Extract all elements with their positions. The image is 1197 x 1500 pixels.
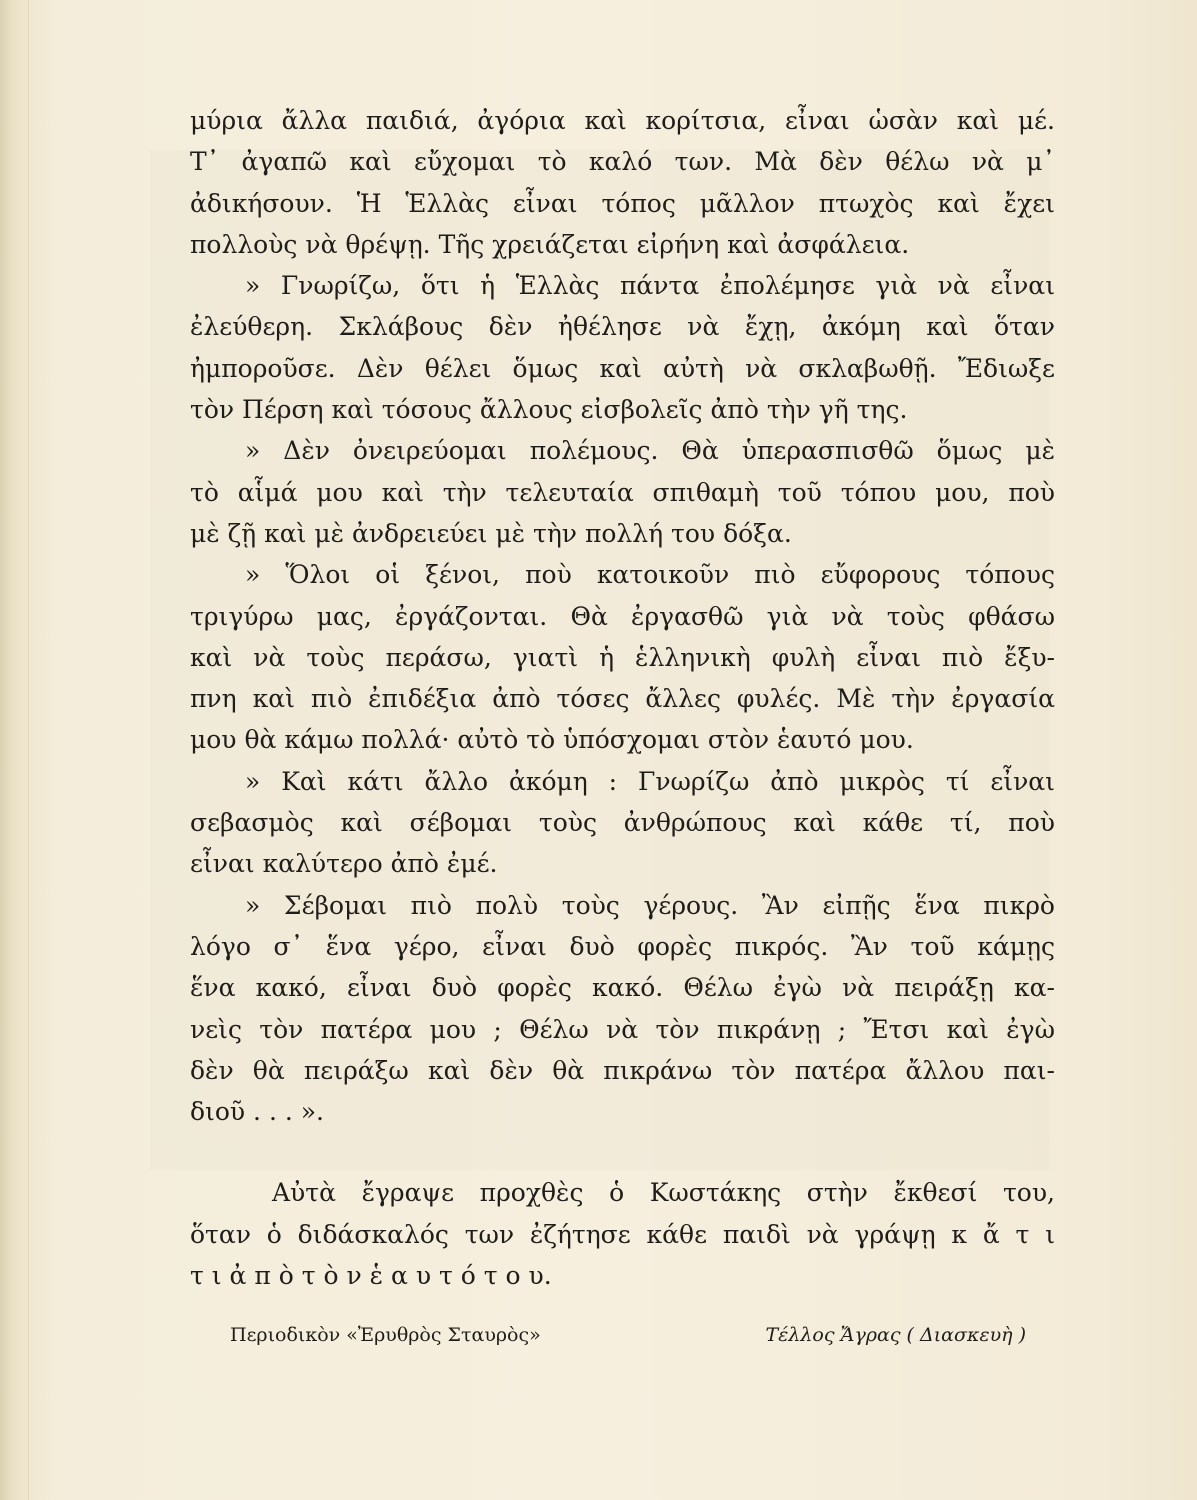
text-line-3: ἀδικήσουν. Ἡ Ἑλλὰς εἶναι τόπος μᾶλλον πτωχὸς καὶ ἔχει	[190, 188, 1055, 218]
page-spine-edge	[0, 0, 29, 1500]
text-line-2: Τ᾿ ἀγαπῶ καὶ εὔχομαι τὸ καλό των. Μὰ δὲν θέλω νὰ μ᾿	[190, 147, 1055, 177]
text-line-9: » Δὲν ὀνειρεύομαι πολέμους. Θὰ ὑπερασπισθῶ ὅμως μὲ	[245, 436, 1055, 466]
text-line-5: » Γνωρίζω, ὅτι ἡ Ἑλλὰς πάντα ἐπολέμησε γιὰ νὰ εἶναι	[245, 271, 1055, 301]
source-footer	[190, 1318, 1026, 1352]
text-line-7: ἠμποροῦσε. Δὲν θέλει ὅμως καὶ αὐτὴ νὰ σκλαβωθῇ. Ἔδιωξε	[190, 353, 1055, 383]
text-line-25: διοῦ . . . ».	[190, 1097, 324, 1127]
text-line-19: εἶναι καλύτερο ἀπὸ ἐμέ.	[190, 849, 498, 879]
text-line-14: καὶ νὰ τοὺς περάσω, γιατὶ ἡ ἑλληνικὴ φυλὴ εἶναι πιὸ ἔξυ-	[190, 642, 1055, 672]
text-line-26: Αὐτὰ ἔγραψε προχθὲς ὁ Κωστάκης στὴν ἔκθεσί του,	[272, 1178, 1055, 1208]
text-line-24: δὲν θὰ πειράξω καὶ δὲν θὰ πικράνω τὸν πατέρα ἄλλου παι-	[190, 1055, 1055, 1085]
text-line-6: ἐλεύθερη. Σκλάβους δὲν ἠθέλησε νὰ ἔχῃ, ἀκόμη καὶ ὅταν	[190, 312, 1055, 342]
paragraph-gap	[190, 1132, 1055, 1172]
text-line-10: τὸ αἷμά μου καὶ τὴν τελευταία σπιθαμὴ τοῦ τόπου μου, ποὺ	[190, 477, 1055, 507]
text-line-22: ἕνα κακό, εἶναι δυὸ φορὲς κακό. Θέλω ἐγὼ νὰ πειράξῃ κα-	[190, 973, 1055, 1003]
text-line-23: νεὶς τὸν πατέρα μου ; Θέλω νὰ τὸν πικράνῃ ; Ἔτσι καὶ ἐγὼ	[190, 1014, 1055, 1044]
text-line-28: τ ι ἀ π ὸ τ ὸ ν ἑ α υ τ ό τ ο υ.	[190, 1261, 552, 1291]
text-line-20: » Σέβομαι πιὸ πολὺ τοὺς γέρους. Ἂν εἰπῇς ἕνα πικρὸ	[245, 890, 1055, 920]
text-line-13: τριγύρω μας, ἐργάζονται. Θὰ ἐργασθῶ γιὰ νὰ τοὺς φθάσω	[190, 601, 1055, 631]
text-line-4: πολλοὺς νὰ θρέψῃ. Τῆς χρειάζεται εἰρήνη καὶ ἀσφάλεια.	[190, 229, 910, 259]
text-line-1: μύρια ἄλλα παιδιά, ἀγόρια καὶ κορίτσια, εἶναι ὡσὰν καὶ μέ.	[190, 106, 1055, 135]
text-line-11: μὲ ζῇ καὶ μὲ ἀνδρειεύει μὲ τὴν πολλή του δόξα.	[190, 518, 792, 548]
text-line-12: » Ὅλοι οἱ ξένοι, ποὺ κατοικοῦν πιὸ εὔφορους τόπους	[245, 560, 1055, 590]
text-line-27: ὅταν ὁ διδάσκαλός των ἐζήτησε κάθε παιδὶ νὰ γράψῃ κ ἄ τ ι	[190, 1219, 1055, 1249]
author-credit: Τέλλος Ἄγρας ( Διασκευὴ )	[765, 1324, 1026, 1346]
text-line-16: μου θὰ κάμω πολλά· αὐτὸ τὸ ὑπόσχομαι στὸν ἑαυτό μου.	[190, 725, 914, 755]
source-citation: Περιοδικὸν «Ἐρυθρὸς Σταυρὸς»	[230, 1324, 541, 1346]
body-text	[190, 100, 1055, 1296]
text-line-18: σεβασμὸς καὶ σέβομαι τοὺς ἀνθρώπους καὶ κάθε τί, ποὺ	[190, 808, 1055, 838]
text-line-21: λόγο σ᾿ ἕνα γέρο, εἶναι δυὸ φορὲς πικρός. Ἂν τοῦ κάμῃς	[190, 931, 1055, 961]
text-line-15: πνη καὶ πιὸ ἐπιδέξια ἀπὸ τόσες ἄλλες φυλές. Μὲ τὴν ἐργασία	[190, 684, 1055, 714]
text-line-17: » Καὶ κάτι ἄλλο ἀκόμη : Γνωρίζω ἀπὸ μικρὸς τί εἶναι	[245, 766, 1055, 796]
text-line-8: τὸν Πέρση καὶ τόσους ἄλλους εἰσβολεῖς ἀπὸ τὴν γῆ της.	[190, 395, 908, 425]
